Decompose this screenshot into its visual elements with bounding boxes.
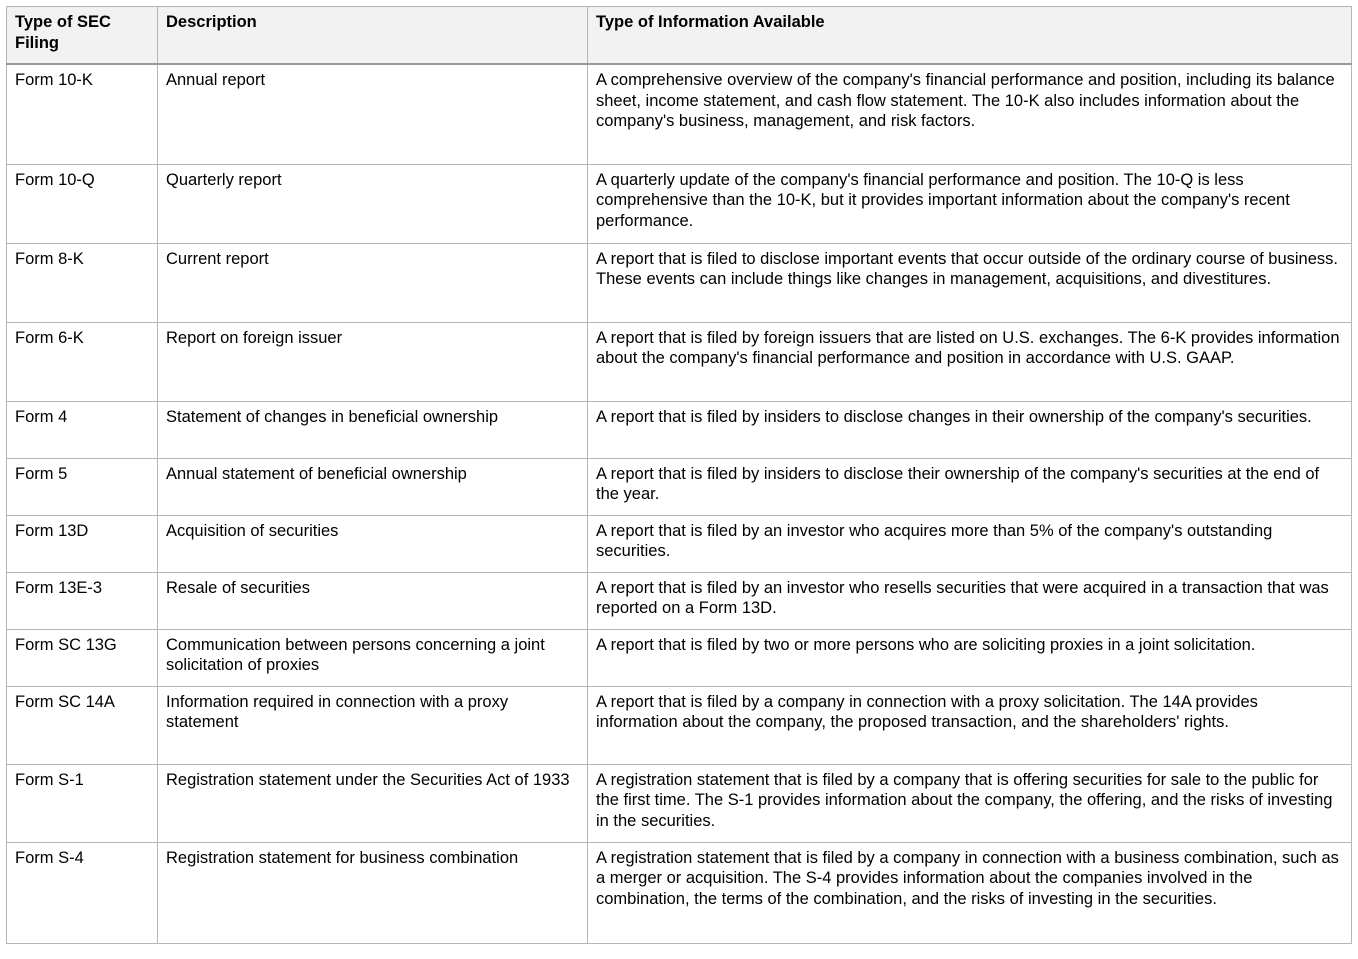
table-header [7,7,1352,65]
cell-information: A report that is filed to disclose important events that occur outside of the ordinary course of business. These events can include things like changes in management, acquisitions, and divestitures. [588,243,1352,322]
column-header-filing-type: Type of SEC Filing [7,7,158,65]
table-row [7,572,1352,629]
cell-information: A report that is filed by a company in connection with a proxy solicitation. The 14A provides information about the company, the proposed transaction, and the shareholders' rights. [588,686,1352,764]
cell-information: A report that is filed by an investor who resells securities that were acquired in a transaction that was reported on a Form 13D. [588,572,1352,629]
cell-information: A report that is filed by foreign issuers that are listed on U.S. exchanges. The 6-K provides information about the company's financial performance and position in accordance with U.S. GAAP. [588,322,1352,401]
table-row [7,64,1352,164]
cell-filing-type: Form 10-K [7,64,158,164]
cell-filing-type: Form 13E-3 [7,572,158,629]
cell-description: Resale of securities [158,572,588,629]
cell-filing-type: Form 4 [7,401,158,458]
table-row [7,401,1352,458]
table-row [7,842,1352,943]
sec-filings-table [6,6,1352,944]
table-row [7,458,1352,515]
cell-description: Report on foreign issuer [158,322,588,401]
table-row [7,686,1352,764]
cell-filing-type: Form 5 [7,458,158,515]
cell-description: Information required in connection with a proxy statement [158,686,588,764]
cell-description: Statement of changes in beneficial ownership [158,401,588,458]
cell-information: A report that is filed by an investor who acquires more than 5% of the company's outstanding securities. [588,515,1352,572]
cell-information: A comprehensive overview of the company's financial performance and position, including its balance sheet, income statement, and cash flow statement. The 10-K also includes information about the company's business, management, and risk factors. [588,64,1352,164]
cell-information: A report that is filed by two or more persons who are soliciting proxies in a joint solicitation. [588,629,1352,686]
column-header-description: Description [158,7,588,65]
cell-information: A quarterly update of the company's financial performance and position. The 10-Q is less comprehensive than the 10-K, but it provides important information about the company's recent performance. [588,164,1352,243]
cell-description: Communication between persons concerning a joint solicitation of proxies [158,629,588,686]
table-row [7,629,1352,686]
table-row [7,322,1352,401]
cell-filing-type: Form 10-Q [7,164,158,243]
cell-filing-type: Form 6-K [7,322,158,401]
cell-description: Quarterly report [158,164,588,243]
cell-description: Registration statement under the Securities Act of 1933 [158,764,588,842]
cell-filing-type: Form S-1 [7,764,158,842]
table-header-row [7,7,1352,65]
cell-information: A registration statement that is filed by a company in connection with a business combination, such as a merger or acquisition. The S-4 provides information about the companies involved in the combination, the terms of the combination, and the risks of investing in the securities. [588,842,1352,943]
cell-filing-type: Form 13D [7,515,158,572]
cell-filing-type: Form SC 13G [7,629,158,686]
cell-description: Registration statement for business combination [158,842,588,943]
cell-filing-type: Form 8-K [7,243,158,322]
table-row [7,515,1352,572]
cell-information: A report that is filed by insiders to disclose changes in their ownership of the company's securities. [588,401,1352,458]
cell-description: Annual statement of beneficial ownership [158,458,588,515]
table-row [7,164,1352,243]
table-row [7,243,1352,322]
table-body [7,64,1352,943]
cell-information: A report that is filed by insiders to disclose their ownership of the company's securities at the end of the year. [588,458,1352,515]
cell-description: Annual report [158,64,588,164]
cell-filing-type: Form SC 14A [7,686,158,764]
cell-information: A registration statement that is filed by a company that is offering securities for sale to the public for the first time. The S-1 provides information about the company, the offering, and the risks of investing in the securities. [588,764,1352,842]
column-header-information-available: Type of Information Available [588,7,1352,65]
table-row [7,764,1352,842]
cell-description: Acquisition of securities [158,515,588,572]
cell-filing-type: Form S-4 [7,842,158,943]
cell-description: Current report [158,243,588,322]
